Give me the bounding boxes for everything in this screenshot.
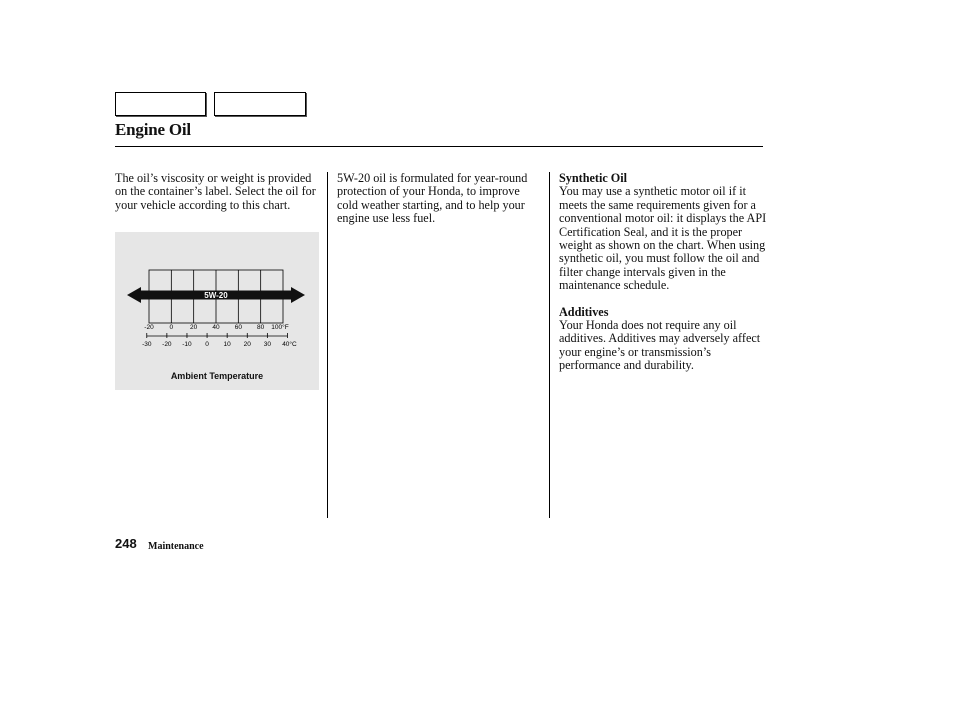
synthetic-oil-heading: Synthetic Oil xyxy=(559,171,628,185)
additives-heading: Additives xyxy=(559,304,609,319)
fahrenheit-tick-label: 0 xyxy=(169,324,174,331)
section-name: Maintenance xyxy=(148,541,204,552)
additives-paragraph: Your Honda does not require any oil additives. Additives may adversely affect your engine’s or transmission’s performance and durability. xyxy=(559,318,761,373)
celsius-tick-label: -10 xyxy=(182,341,192,348)
viscosity-chart xyxy=(115,232,319,390)
chart-caption: Ambient Temperature xyxy=(170,371,264,381)
column1-paragraph: The oil’s viscosity or weight is provided on the container’s label. Select the oil for your vehicle according to this chart. xyxy=(115,171,316,212)
celsius-tick-label: -20 xyxy=(162,341,172,348)
fahrenheit-tick-label: -20 xyxy=(144,324,154,331)
celsius-tick-label: 0 xyxy=(205,341,209,348)
celsius-tick-label: 20 xyxy=(243,341,251,348)
fahrenheit-tick-label: 20 xyxy=(190,324,198,331)
page-number: 248 xyxy=(115,536,137,551)
celsius-tick-label: -30 xyxy=(142,341,152,348)
viscosity-chart-svg xyxy=(115,232,319,390)
page-title: Engine Oil xyxy=(115,120,191,139)
column2-paragraph: 5W-20 oil is formulated for year-round protection of your Honda, to improve cold weather starting, and to help your engine use less fuel. xyxy=(337,171,528,226)
viscosity-bar-label: 5W-20 xyxy=(204,291,228,300)
column3 xyxy=(559,172,769,373)
fahrenheit-tick-label: 40 xyxy=(212,324,220,331)
celsius-tick-label: 30 xyxy=(263,341,271,348)
fahrenheit-tick-label: 100°F xyxy=(271,324,289,331)
celsius-tick-label: 40°C xyxy=(282,341,297,348)
column-divider-2 xyxy=(549,172,550,518)
synthetic-oil-paragraph: You may use a synthetic motor oil if it meets the same requirements given for a conventional motor oil: it displays the API Certification Seal, and it is the proper weight as shown on the chart. When using synthetic oil, you must follow the oil and filter change intervals given in the maintenance schedule. xyxy=(559,184,767,293)
title-divider xyxy=(115,146,763,147)
celsius-tick-label: 10 xyxy=(223,341,231,348)
section-tab-right xyxy=(214,92,306,116)
section-tab-left xyxy=(115,92,206,116)
fahrenheit-tick-label: 60 xyxy=(234,324,242,331)
column-divider-1 xyxy=(327,172,328,518)
fahrenheit-tick-label: 80 xyxy=(257,324,265,331)
